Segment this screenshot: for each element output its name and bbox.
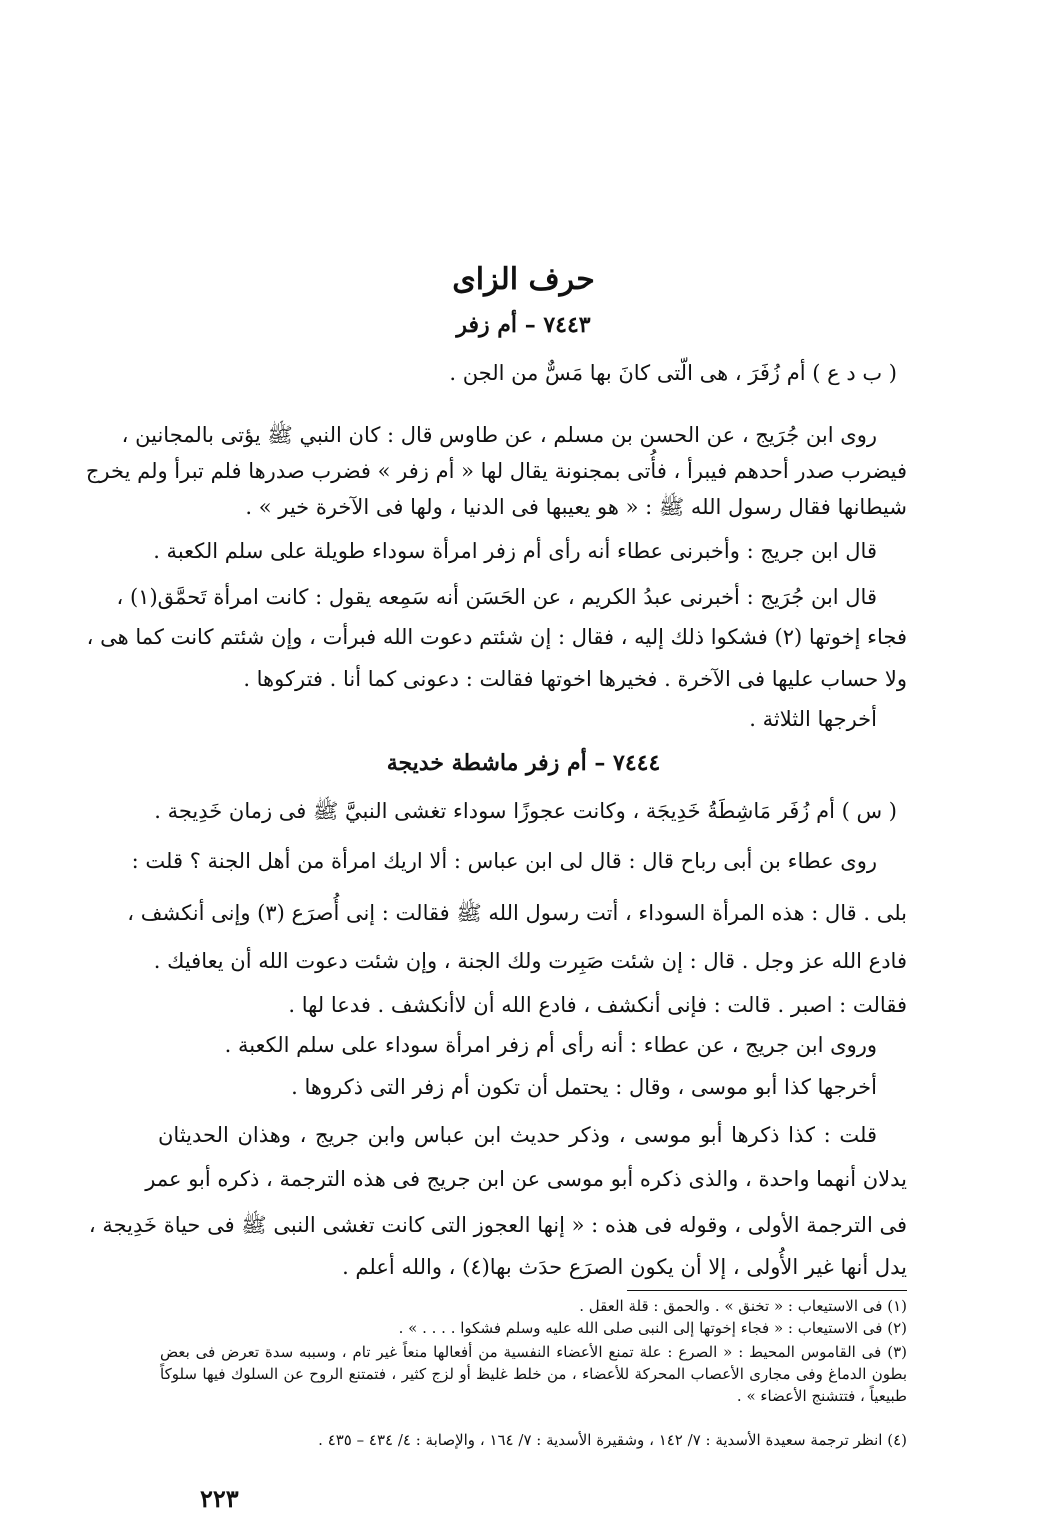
text-line: بلى . قال : هذه المرأة السوداء ، أتت رسول الله ﷺ فقالت : إنى أُصرَع (٣) وإنى أنكشف ، [127, 901, 907, 925]
text-line: أخرجها كذا أبو موسى ، وقال : يحتمل أن تكون أم زفر التى ذكروها . [291, 1075, 877, 1099]
text-line: روى ابن جُرَيج ، عن الحسن بن مسلم ، عن طاوس قال : كان النبي ﷺ يؤتى بالمجانين ، [121, 423, 877, 447]
text-line: يدلان أنهما واحدة ، والذى ذكره أبو موسى عن ابن جريج فى هذه الترجمة ، ذكره أبو عمر [145, 1167, 907, 1191]
text-line: شيطانها فقال رسول الله ﷺ : « هو يعيبها فى الدنيا ، ولها فى الآخرة خير » . [245, 495, 907, 519]
text-line: وروى ابن جريج ، عن عطاء : أنه رأى أم زفر امرأة سوداء على سلم الكعبة . [224, 1033, 877, 1057]
footnote-3: (٣) فى القاموس المحيط : « الصرع : علة تمنع الأعضاء النفسية من أفعالها منعاً غير تام ، وسببه سدة تعرض فى بعض [160, 1343, 907, 1361]
footnote-4: (٤) انظر ترجمة سعيدة الأسدية : ٧/ ١٤٢ ، وشقيرة الأسدية : ٧/ ١٦٤ ، والإصابة : ٤/ ٤٣٤ – ٤٣٥ . [318, 1431, 907, 1449]
text-line: فيضرب صدر أحدهم فيبرأ ، فأُتى بمجنونة يقال لها « أم زفر » فضرب صدرها فلم تبرأ ولم يخرج [85, 459, 907, 483]
text-line: فى الترجمة الأولى ، وقوله فى هذه : « إنها العجوز التى كانت تغشى النبى ﷺ فى حياة خَدِيجة ، [88, 1213, 907, 1237]
text-line: قال ابن جُرَيج : أخبرنى عبدُ الكريم ، عن الحَسَن أنه سَمِعه يقول : كانت امرأة تَحمَّق(١) ، [116, 585, 877, 609]
page-number: ٢٢٣ [200, 1484, 239, 1513]
text-line: فادع الله عز وجل . قال : إن شئت صَبِرت ولك الجنة ، وإن شئت دعوت الله أن يعافيك . [153, 949, 907, 973]
entry-title-7443: ٧٤٤٣ – أم زفر [456, 312, 591, 338]
text-line: روى عطاء بن أبى رباح قال : قال لى ابن عباس : ألا اريك امرأة من أهل الجنة ؟ قلت : [131, 849, 877, 873]
text-line: فقالت : اصبر . قالت : فإنى أنكشف ، فادع الله أن لاأنكشف . فدعا لها . [288, 993, 907, 1017]
footnote-divider [627, 1290, 907, 1291]
text-line: ولا حساب عليها فى الآخرة . فخيرها اخوتها فقالت : دعونى كما أنا . فتركوها . [243, 667, 907, 691]
text-line: يدل أنها غير الأُولى ، إلا أن يكون الصرَع حدَث بها(٤) ، والله أعلم . [342, 1255, 907, 1279]
footnote-3-cont: بطون الدماغ وفى مجارى الأعصاب المحركة للأعضاء ، من خلط غليظ أو لزج كثير ، فتمتنع الروح عن السلوك فيها سلوكاً [160, 1365, 907, 1383]
entry-title-7444: ٧٤٤٤ – أم زفر ماشطة خديجة [386, 750, 661, 776]
entry-intro: ( ب د ع ) أم زُفَرَ ، هى الّتى كانَ بها مَسٌّ من الجن . [449, 361, 897, 385]
section-title: حرف الزاى [452, 262, 595, 297]
text-line: قال ابن جريج : وأخبرنى عطاء أنه رأى أم زفر امرأة سوداء طويلة على سلم الكعبة . [153, 539, 877, 563]
text-line: أخرجها الثلاثة . [749, 707, 877, 731]
text-line: قلت : كذا ذكرها أبو موسى ، وذكر حديث ابن عباس وابن جريج ، وهذان الحديثان [158, 1123, 877, 1147]
footnote-3-end: طبيعياً ، فتتشنج الأعضاء » . [736, 1387, 907, 1405]
text-line: فجاء إخوتها (٢) فشكوا ذلك إليه ، فقال : إن شئتم دعوت الله فبرأت ، وإن شئتم كانت كما هى ، [86, 625, 907, 649]
footnote-2: (٢) فى الاستيعاب : « فجاء إخوتها إلى النبى صلى الله عليه وسلم فشكوا . . . . » . [398, 1319, 907, 1337]
footnote-1: (١) فى الاستيعاب : « تخنق » . والحمق : قلة العقل . [579, 1297, 907, 1315]
entry-intro: ( س ) أم زُفَر مَاشِطَةُ خَدِيجَة ، وكانت عجوزًا سوداء تغشى النبيَّ ﷺ فى زمان خَدِيجة . [154, 799, 897, 823]
